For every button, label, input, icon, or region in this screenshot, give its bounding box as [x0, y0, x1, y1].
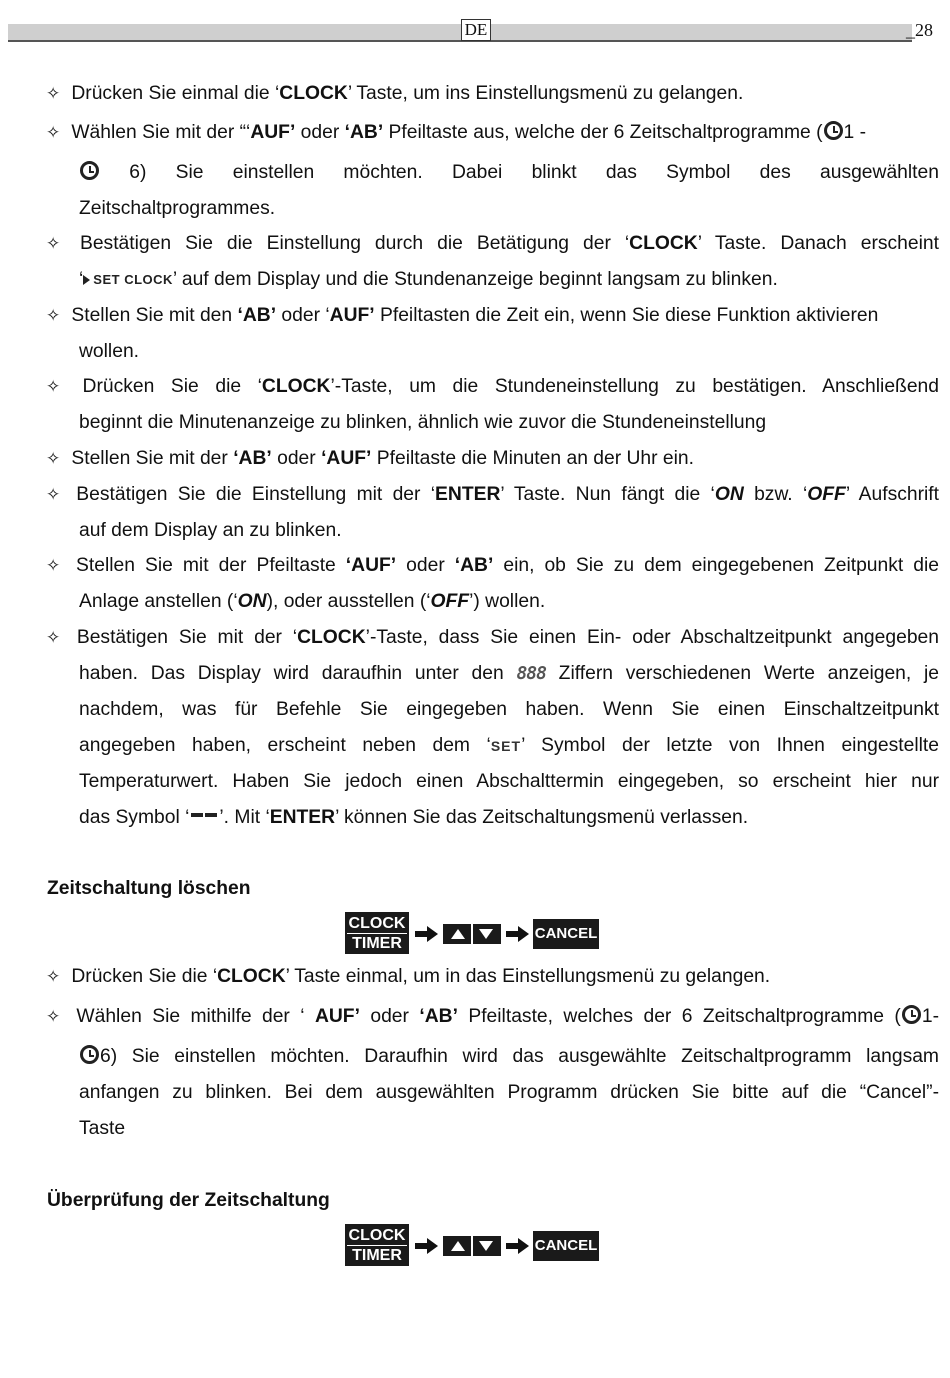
instruction-3: ✧ Bestätigen Sie die Einstellung durch die Betätigung der ‘CLOCK’ Taste. Danach erscheint ‘ SET CLOCK’ auf dem Display und die Stundenanzeige beginnt langsam zu blinken. — [46, 226, 939, 298]
section-title-check-timer: Überprüfung der Zeitschaltung — [47, 1190, 330, 1211]
arrow-up-icon — [451, 929, 465, 939]
page-number: _28 — [906, 20, 933, 40]
bullet-icon: ✧ — [46, 449, 61, 468]
key-sequence-diagram — [345, 912, 605, 956]
header-language: DE — [461, 19, 491, 41]
bullet-icon: ✧ — [46, 84, 61, 103]
play-icon — [83, 275, 90, 285]
bullet-icon: ✧ — [46, 967, 61, 986]
instruction-6: ✧ Stellen Sie mit der ‘AB’ oder ‘AUF’ Pfeiltaste die Minuten an der Uhr ein. — [46, 441, 939, 477]
instruction-8: ✧ Stellen Sie mit der Pfeiltaste ‘AUF’ oder ‘AB’ ein, ob Sie zu dem eingegebenen Zeitpunkt die Anlage anstellen (‘ON), oder ausstellen (‘OFF’) wollen. — [46, 548, 939, 620]
arrow-right-icon — [506, 926, 530, 942]
clock-icon — [902, 1005, 921, 1024]
bullet-icon: ✧ — [46, 123, 61, 142]
segment-display-symbol: 888 — [516, 663, 546, 684]
set-symbol: SET — [490, 738, 522, 754]
bullet-icon: ✧ — [46, 556, 61, 575]
bullet-icon: ✧ — [46, 234, 61, 253]
clock-timer-key: CLOCK TIMER — [345, 912, 409, 954]
bullet-icon: ✧ — [46, 306, 61, 325]
clock-icon — [80, 1045, 99, 1064]
arrow-right-icon — [415, 1238, 439, 1254]
arrow-right-icon — [415, 926, 439, 942]
instruction-4: ✧ Stellen Sie mit den ‘AB’ oder ‘AUF’ Pfeiltasten die Zeit ein, wenn Sie diese Funktion aktivieren wollen. — [46, 298, 939, 370]
arrow-down-icon — [479, 929, 493, 939]
bullet-icon: ✧ — [46, 485, 61, 504]
cancel-key: CANCEL — [533, 919, 599, 949]
instruction-10: ✧ Drücken Sie die ‘CLOCK’ Taste einmal, um in das Einstellungsmenü zu gelangen. — [46, 959, 939, 995]
up-down-keys — [443, 924, 501, 944]
bullet-icon: ✧ — [46, 377, 61, 396]
instruction-2: ✧ Wählen Sie mit der “‘AUF’ oder ‘AB’ Pfeiltaste aus, welche der 6 Zeitschaltprogramme ( 1 - 6) Sie einstellen möchten. Dabei blinkt das Symbol des ausgewählten Zeitschaltprogrammes. — [46, 115, 939, 227]
instruction-5: ✧ Drücken Sie die ‘CLOCK’-Taste, um die Stundeneinstellung zu bestätigen. Anschließend beginnt die Minutenanzeige zu blinken, ähnlich wie zuvor die Stundeneinstellung — [46, 369, 939, 441]
dashes-symbol — [189, 809, 219, 821]
clock-icon — [80, 161, 99, 180]
arrow-up-icon — [451, 1241, 465, 1251]
key-sequence-diagram — [345, 1224, 605, 1268]
cancel-key: CANCEL — [533, 1231, 599, 1261]
clock-icon — [824, 121, 843, 140]
section-title-delete-timer: Zeitschaltung löschen — [47, 878, 251, 899]
bullet-icon: ✧ — [46, 628, 61, 647]
up-down-keys — [443, 1236, 501, 1256]
header-bar — [8, 24, 912, 42]
arrow-down-icon — [479, 1241, 493, 1251]
instruction-11: ✧ Wählen Sie mithilfe der ‘ AUF’ oder ‘AB’ Pfeiltaste, welches der 6 Zeitschaltprogramme ( 1- 6) Sie einstellen möchten. Daraufhin wird das ausgewählte Zeitschaltprogramm langsam anfangen zu blinken. Bei dem ausgewählten Programm drücken Sie bitte auf die “Cancel”- Taste — [46, 999, 939, 1147]
instruction-9: ✧ Bestätigen Sie mit der ‘CLOCK’-Taste, dass Sie einen Ein- oder Abschaltzeitpunkt angegeben haben. Das Display wird daraufhin unter den 888 Ziffern verschiedenen Werte anzeigen, je nachdem, was für Befehle Sie eingegeben haben. Wenn Sie einen Einschaltzeitpunkt angegeben haben, erscheint neben dem ‘SET’ Symbol der letzte von Ihnen eingestellte Temperaturwert. Haben Sie jedoch einen Abschalttermin eingegeben, so erscheint hier nur das Symbol ‘ ’. Mit ‘ENTER’ können Sie das Zeitschaltungsmenü verlassen. — [46, 620, 939, 836]
instruction-7: ✧ Bestätigen Sie die Einstellung mit der ‘ENTER’ Taste. Nun fängt die ‘ON bzw. ‘OFF’ Aufschrift auf dem Display an zu blinken. — [46, 477, 939, 549]
instruction-1: ✧ Drücken Sie einmal die ‘CLOCK’ Taste, um ins Einstellungsmenü zu gelangen. — [46, 76, 939, 112]
bullet-icon: ✧ — [46, 1007, 61, 1026]
set-clock-symbol: SET CLOCK — [83, 262, 173, 298]
arrow-right-icon — [506, 1238, 530, 1254]
clock-timer-key: CLOCK TIMER — [345, 1224, 409, 1266]
